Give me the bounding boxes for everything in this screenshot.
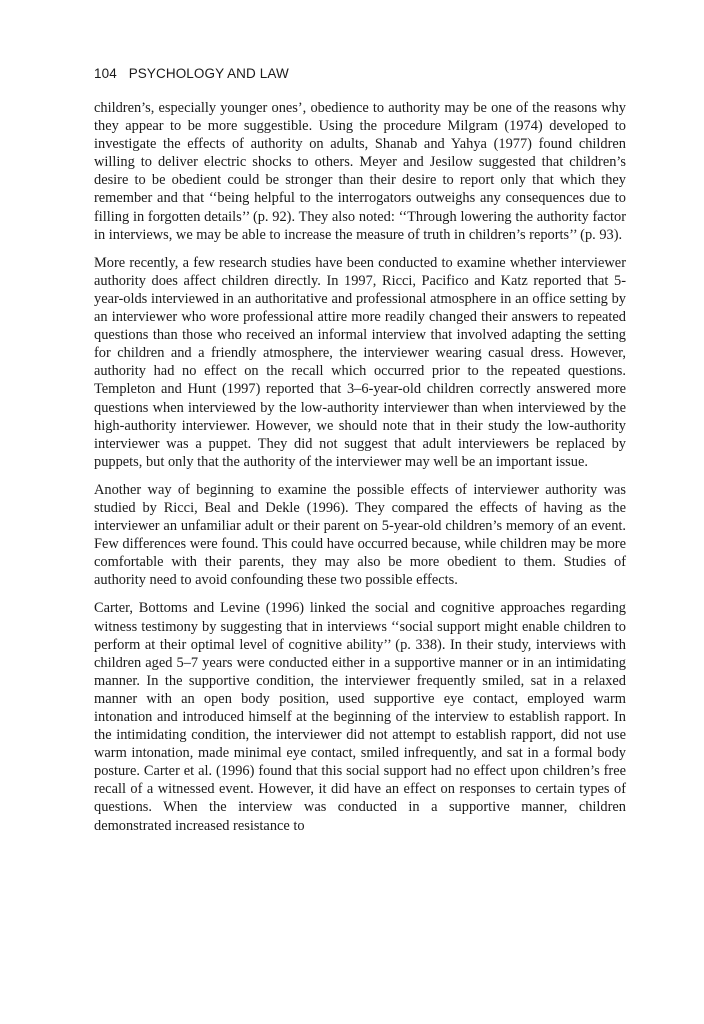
running-head-title: PSYCHOLOGY AND LAW — [128, 66, 289, 81]
page-number: 104 — [94, 66, 117, 81]
paragraph-4: Carter, Bottoms and Levine (1996) linked the social and cognitive approaches regarding witness testimony by suggesting that in interviews ‘‘social support might enable children to perform at their optimal level of cognitive ability’’ (p. 338). In their study, interviews with children aged 5–7 years were conducted either in a supportive manner or in an intimidating manner. In the supportive condition, the interviewer frequently smiled, sat in a relaxed manner with an open body position, used supportive eye contact, employed warm intonation and introduced himself at the beginning of the interview to establish rapport. In the intimidating condition, the interviewer did not attempt to establish rapport, did not use warm intonation, made minimal eye contact, smiled infrequently, and sat in a formal body posture. Carter et al. (1996) found that this social support had no effect upon children’s free recall of a witnessed event. However, it did have an effect on responses to certain types of questions. When the interview was conducted in a supportive manner, children demonstrated increased resistance to — [94, 600, 626, 834]
paragraph-1: children’s, especially younger ones’, obedience to authority may be one of the reasons why they appear to be more suggestible. Using the procedure Milgram (1974) developed to investigate the effects of authority on adults, Shanab and Yahya (1977) found children willing to deliver electric shocks to others. Meyer and Jesilow suggested that children’s desire to be obedient could be stronger than their desire to report only that which they remember and that ‘‘being helpful to the interrogators outweighs any consequences due to filling in forgotten details’’ (p. 92). They also noted: ‘‘Through lowering the authority factor in interviews, we may be able to increase the measure of truth in children’s reports’’ (p. 93). — [94, 100, 626, 243]
running-head — [94, 66, 289, 81]
body-text — [94, 99, 626, 845]
paragraph-2: More recently, a few research studies have been conducted to examine whether interviewer authority does affect children directly. In 1997, Ricci, Pacifico and Katz reported that 5-year-olds interviewed in an authoritative and professional atmosphere in an office setting by an interviewer who wore professional attire more readily changed their answers to repeated questions than those who received an informal interview that involved adapting the setting for children and a friendly atmosphere, the interviewer wearing casual dress. However, authority had no effect on the recall which occurred prior to the repeated questions. Templeton and Hunt (1997) reported that 3–6-year-old children correctly answered more questions when interviewed by the low-authority interviewer than when interviewed by the high-authority interviewer. However, we should note that in their study the low-authority interviewer was a puppet. They did not suggest that adult interviewers be replaced by puppets, but only that the authority of the interviewer may well be an important issue. — [94, 254, 626, 470]
paragraph-3: Another way of beginning to examine the possible effects of interviewer authority was studied by Ricci, Beal and Dekle (1996). They compared the effects of having as the interviewer an unfamiliar adult or their parent on 5-year-old children’s memory of an event. Few differences were found. This could have occurred because, while children may be more comfortable with their parents, they may also be more obedient to them. Studies of authority need to avoid confounding these two possible effects. — [94, 481, 626, 589]
